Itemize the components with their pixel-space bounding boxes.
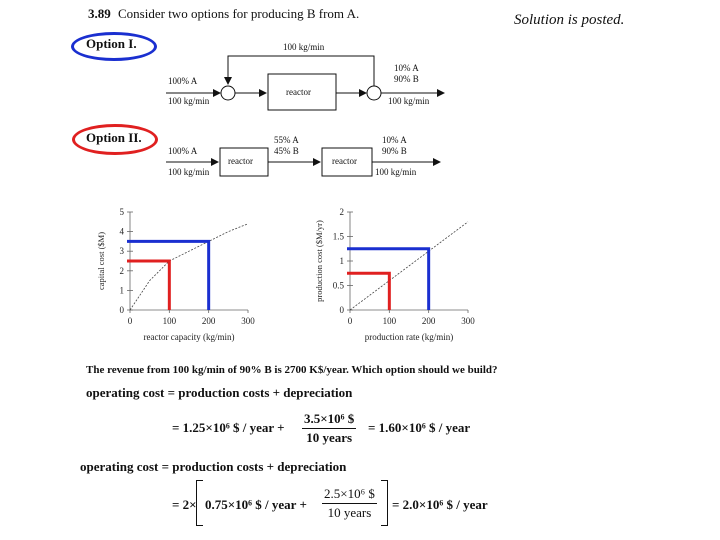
option2-reactor1-label: reactor — [228, 156, 253, 166]
option2-mid-a: 55% A — [274, 135, 299, 145]
capital-cost-chart — [90, 200, 270, 355]
y-tick-label: 1.5 — [332, 231, 344, 242]
cost-curve — [350, 222, 468, 310]
y-tick-label: 4 — [119, 226, 124, 237]
equation1-fraction — [302, 411, 356, 446]
equation2-denominator: 10 years — [327, 505, 372, 520]
y-tick-label: 0 — [119, 305, 124, 315]
option1-label: Option I. — [86, 36, 137, 51]
option1-recycle-label: 100 kg/min — [283, 42, 325, 52]
problem-statement: Consider two options for producing B from A. — [118, 6, 360, 21]
option1-feed-rate: 100 kg/min — [168, 96, 210, 106]
x-tick-label: 0 — [127, 316, 133, 326]
production-cost-chart — [310, 200, 490, 355]
equation2-prefix: = 2× — [172, 497, 197, 512]
equation1-denominator: 10 years — [306, 430, 353, 445]
operating-cost-heading-1: operating cost = production costs + depreciation — [86, 385, 353, 400]
x-tick-label: 100 — [162, 316, 177, 326]
option2-product-rate: 100 kg/min — [375, 167, 417, 177]
y-tick-label: 0.5 — [332, 280, 344, 291]
x-axis-label: production rate (kg/min) — [364, 332, 454, 342]
problem-number: 3.89 — [88, 6, 111, 21]
option1-product-a: 10% A — [394, 63, 419, 73]
option1-splitter — [367, 86, 381, 100]
x-tick-label: 300 — [241, 316, 255, 326]
option2-product-b: 90% B — [382, 146, 407, 156]
solution-note: Solution is posted. — [514, 12, 625, 28]
y-axis-label: production cost ($M/yr) — [314, 220, 324, 302]
equation2-numerator: 2.5×10⁶ $ — [322, 486, 377, 504]
y-tick-label: 2 — [119, 265, 124, 276]
x-axis-label: reactor capacity (kg/min) — [143, 332, 235, 342]
equation2-term: 0.75×10⁶ $ / year + — [205, 497, 307, 512]
equation2-rhs: = 2.0×10⁶ $ / year — [392, 497, 488, 512]
x-tick-label: 100 — [382, 316, 397, 326]
option1-guide-line — [347, 249, 429, 310]
equation1-numerator: 3.5×10⁶ $ — [302, 411, 356, 429]
y-tick-label: 2 — [339, 207, 344, 217]
operating-cost-heading-2: operating cost = production costs + depreciation — [80, 459, 347, 474]
equation2-right-bracket — [381, 480, 388, 526]
revenue-question: The revenue from 100 kg/min of 90% B is 2700 K$/year. Which option should we build? — [86, 364, 498, 376]
process-flow-diagrams — [0, 0, 720, 200]
option2-mid-b: 45% B — [274, 146, 299, 156]
option2-guide-line — [127, 261, 169, 310]
option1-feed-composition: 100% A — [168, 76, 198, 86]
x-tick-label: 0 — [347, 316, 353, 326]
option2-guide-line — [347, 273, 389, 310]
equation2-left-bracket — [196, 480, 203, 526]
x-tick-label: 300 — [461, 316, 475, 326]
option1-mixer — [221, 86, 235, 100]
option2-label: Option II. — [86, 130, 142, 145]
equation1-rhs: = 1.60×10⁶ $ / year — [368, 420, 471, 435]
option2-reactor2-label: reactor — [332, 156, 357, 166]
x-tick-label: 200 — [201, 316, 216, 326]
y-tick-label: 1 — [339, 256, 344, 266]
y-axis-label: capital cost ($M) — [96, 231, 106, 291]
option2-feed-rate: 100 kg/min — [168, 167, 210, 177]
y-tick-label: 3 — [119, 246, 124, 257]
equation1-lhs: = 1.25×10⁶ $ / year + — [172, 420, 285, 435]
y-tick-label: 0 — [339, 305, 344, 315]
option2-product-a: 10% A — [382, 135, 407, 145]
x-tick-label: 200 — [421, 316, 436, 326]
option1-product-rate: 100 kg/min — [388, 96, 430, 106]
equation2-fraction — [322, 486, 377, 521]
cost-curve — [130, 224, 248, 310]
option1-product-b: 90% B — [394, 74, 419, 84]
option1-reactor-label: reactor — [286, 87, 311, 97]
option2-feed-composition: 100% A — [168, 146, 198, 156]
y-tick-label: 1 — [119, 285, 124, 296]
y-tick-label: 5 — [119, 207, 124, 217]
option1-guide-line — [127, 241, 209, 310]
